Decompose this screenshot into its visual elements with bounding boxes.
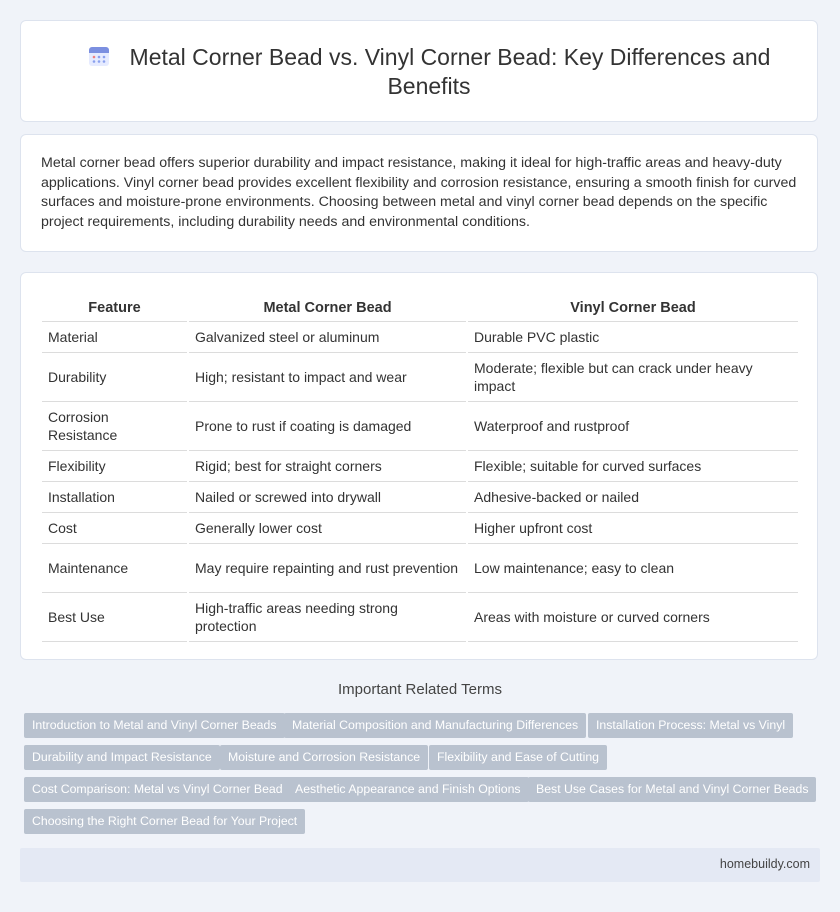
title-wrap — [71, 43, 787, 101]
feature-cell: Flexibility — [42, 451, 188, 482]
related-tag[interactable]: Best Use Cases for Metal and Vinyl Corner Beads — [528, 777, 816, 802]
footer-site-link[interactable]: homebuildy.com — [719, 857, 810, 871]
related-tag[interactable]: Moisture and Corrosion Resistance — [220, 745, 428, 770]
table-row — [42, 322, 798, 353]
comparison-card — [20, 272, 818, 660]
related-tag[interactable]: Installation Process: Metal vs Vinyl — [588, 713, 793, 738]
table-header-row — [42, 295, 798, 322]
table-row — [42, 353, 798, 402]
calendar-icon — [88, 45, 110, 67]
table-row — [42, 544, 798, 593]
related-tag[interactable]: Introduction to Metal and Vinyl Corner Beads — [24, 713, 285, 738]
metal-cell: Galvanized steel or aluminum — [188, 322, 467, 353]
vinyl-cell: Waterproof and rustproof — [467, 402, 798, 451]
header-feature: Feature — [42, 295, 188, 322]
intro-card — [20, 134, 818, 252]
metal-cell: Prone to rust if coating is damaged — [188, 402, 467, 451]
vinyl-cell: Low maintenance; easy to clean — [467, 544, 798, 593]
vinyl-cell: Flexible; suitable for curved surfaces — [467, 451, 798, 482]
feature-cell: Maintenance — [42, 544, 188, 593]
intro-paragraph: Metal corner bead offers superior durability and impact resistance, making it ideal for high-traffic areas and heavy-duty applications. Vinyl corner bead provides excellent flexibility and corrosion resistance, ensuring a smooth finish for curved surfaces and moisture-prone environments. Choosing between metal and vinyl corner bead depends on the specific project requirements, including durability needs and environmental conditions. — [41, 155, 797, 230]
metal-cell: High-traffic areas needing strong protection — [188, 593, 467, 642]
table-row — [42, 482, 798, 513]
related-tag[interactable]: Choosing the Right Corner Bead for Your Project — [24, 809, 305, 834]
feature-cell: Best Use — [42, 593, 188, 642]
related-terms-title: Important Related Terms — [338, 681, 502, 698]
header-metal: Metal Corner Bead — [188, 295, 467, 322]
comparison-table — [42, 295, 798, 642]
table-row — [42, 513, 798, 544]
vinyl-cell: Areas with moisture or curved corners — [467, 593, 798, 642]
table-row — [42, 593, 798, 642]
vinyl-cell: Adhesive-backed or nailed — [467, 482, 798, 513]
feature-cell: Durability — [42, 353, 188, 402]
vinyl-cell: Higher upfront cost — [467, 513, 798, 544]
related-tag[interactable]: Durability and Impact Resistance — [24, 745, 220, 770]
feature-cell: Cost — [42, 513, 188, 544]
metal-cell: High; resistant to impact and wear — [188, 353, 467, 402]
related-tag[interactable]: Aesthetic Appearance and Finish Options — [287, 777, 529, 802]
related-tag[interactable]: Flexibility and Ease of Cutting — [429, 745, 607, 770]
title-card — [20, 20, 818, 122]
header-vinyl: Vinyl Corner Bead — [467, 295, 798, 322]
related-tag[interactable]: Cost Comparison: Metal vs Vinyl Corner Bead — [24, 777, 291, 802]
page-title: Metal Corner Bead vs. Vinyl Corner Bead: Key Differences and Benefits — [129, 44, 771, 99]
footer — [20, 848, 820, 882]
vinyl-cell: Durable PVC plastic — [467, 322, 798, 353]
metal-cell: Generally lower cost — [188, 513, 467, 544]
related-tag[interactable]: Material Composition and Manufacturing Differences — [284, 713, 586, 738]
feature-cell: Corrosion Resistance — [42, 402, 188, 451]
feature-cell: Installation — [42, 482, 188, 513]
table-row — [42, 402, 798, 451]
table-row — [42, 451, 798, 482]
vinyl-cell: Moderate; flexible but can crack under heavy impact — [467, 353, 798, 402]
metal-cell: Nailed or screwed into drywall — [188, 482, 467, 513]
metal-cell: Rigid; best for straight corners — [188, 451, 467, 482]
metal-cell: May require repainting and rust prevention — [188, 544, 467, 593]
feature-cell: Material — [42, 322, 188, 353]
